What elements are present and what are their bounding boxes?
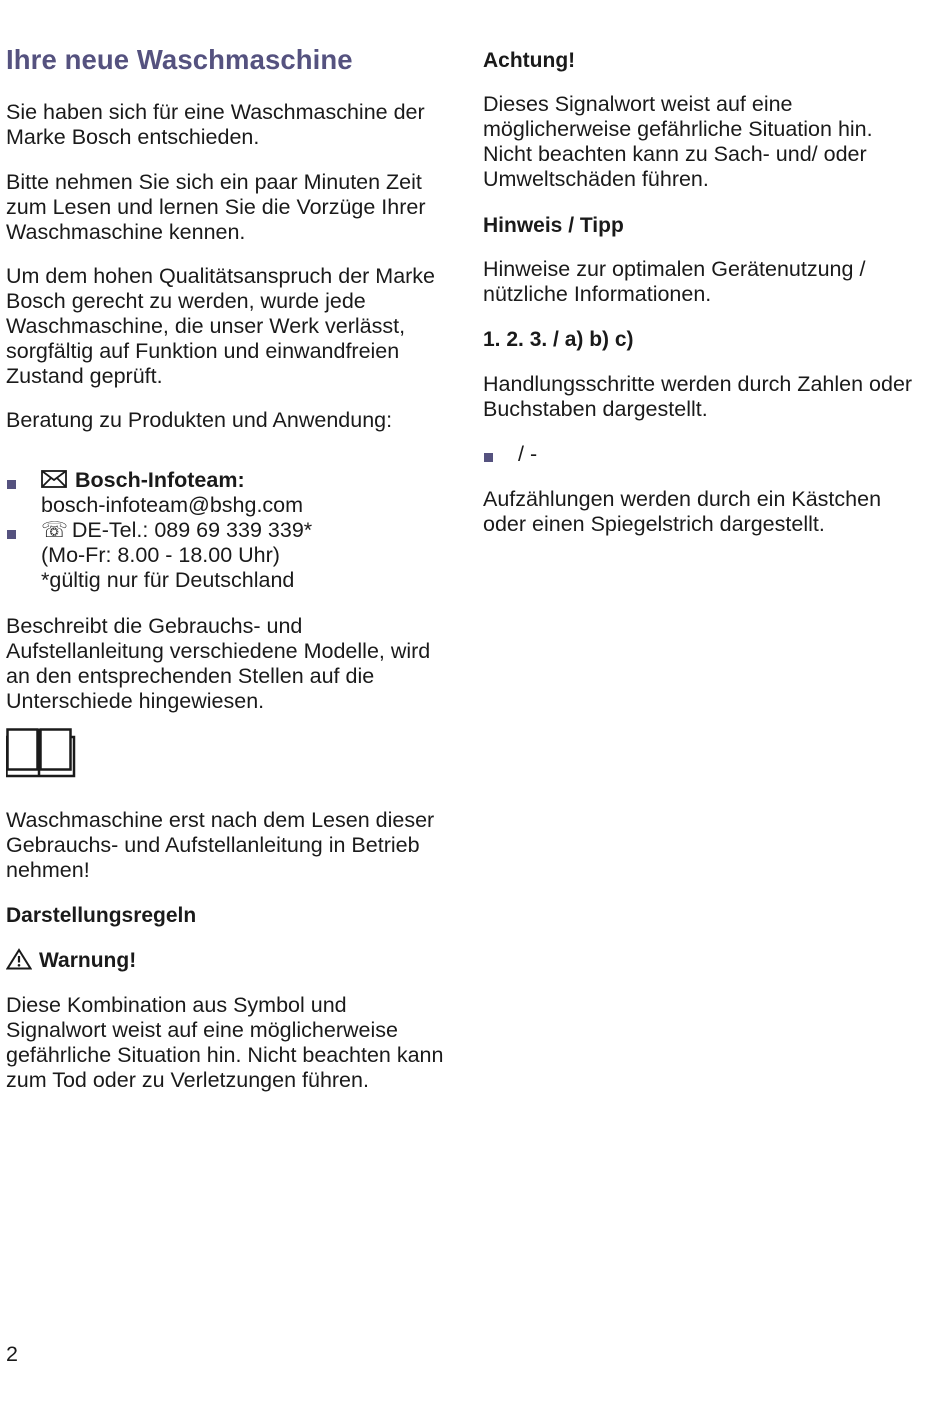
envelope-icon bbox=[41, 470, 67, 488]
tip-paragraph: Hinweise zur optimalen Gerätenutzung / nützliche Informationen. bbox=[483, 257, 866, 306]
caution-heading: Achtung! bbox=[483, 49, 576, 72]
consulting-paragraph: Beratung zu Produkten und Anwendung: bbox=[6, 408, 393, 432]
steps-heading: 1. 2. 3. / a) b) c) bbox=[483, 328, 634, 351]
contact-note: *gültig nur für Deutschland bbox=[41, 568, 295, 592]
intro-paragraph-1: Sie haben sich für eine Waschmaschine der Marke Bosch entschieden. bbox=[6, 100, 425, 149]
tip-heading: Hinweis / Tipp bbox=[483, 214, 624, 237]
intro-paragraph-2: Bitte nehmen Sie sich ein paar Minuten Zeit zum Lesen und lernen Sie die Vorzüge Ihrer Waschmaschine kennen. bbox=[6, 170, 426, 244]
caution-paragraph: Dieses Signalwort weist auf eine möglicherweise gefährliche Situation hin. Nicht beachten kann zu Sach- und/ oder Umweltschäden führen. bbox=[483, 92, 873, 191]
models-paragraph: Beschreibt die Gebrauchs- und Aufstellanleitung verschiedene Modelle, wird an den entsprechenden Stellen auf die Unterschiede hingewiesen. bbox=[6, 614, 431, 713]
list-symbol: / - bbox=[518, 442, 538, 466]
quality-paragraph: Um dem hohen Qualitätsanspruch der Marke Bosch gerecht zu werden, wurde jede Waschmaschine, die unser Werk verlässt, sorgfältig auf Funktion und einwandfreien Zustand geprüft. bbox=[6, 264, 436, 388]
warning-heading: Warnung! bbox=[39, 949, 137, 972]
rules-heading: Darstellungsregeln bbox=[6, 904, 197, 927]
bullet-icon bbox=[484, 453, 493, 462]
page-title: Ihre neue Waschmaschine bbox=[6, 44, 353, 75]
contact-hours: (Mo-Fr: 8.00 - 18.00 Uhr) bbox=[41, 543, 280, 567]
contact-email-item bbox=[41, 468, 303, 518]
list-paragraph: Aufzählungen werden durch ein Kästchen oder einen Spiegelstrich dargestellt. bbox=[483, 487, 882, 536]
page-number: 2 bbox=[6, 1342, 18, 1366]
warning-heading-line bbox=[6, 948, 136, 973]
contact-email-address[interactable]: bosch-infoteam@bshg.com bbox=[41, 493, 304, 517]
warning-paragraph: Diese Kombination aus Symbol und Signalwort weist auf eine möglicherweise gefährliche Situation hin. Nicht beachten kann zum Tod oder zu Verletzungen führen. bbox=[6, 993, 444, 1092]
phone-icon: ☏ bbox=[41, 518, 68, 542]
contact-phone: DE-Tel.: 089 69 339 339* bbox=[71, 518, 313, 542]
warning-triangle-icon bbox=[6, 948, 32, 970]
book-icon bbox=[6, 728, 76, 780]
contact-email-label: Bosch-Infoteam: bbox=[75, 468, 245, 492]
bullet-icon bbox=[7, 480, 16, 489]
read-first-paragraph: Waschmaschine erst nach dem Lesen dieser Gebrauchs- und Aufstellanleitung in Betrieb nehmen! bbox=[6, 808, 435, 882]
contact-phone-item bbox=[41, 518, 312, 593]
steps-paragraph: Handlungsschritte werden durch Zahlen oder Buchstaben dargestellt. bbox=[483, 372, 913, 421]
bullet-icon bbox=[7, 530, 16, 539]
